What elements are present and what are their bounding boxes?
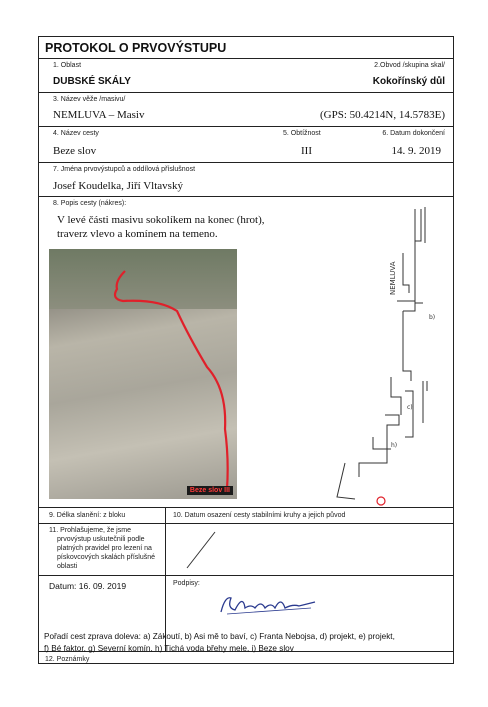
area-value: DUBSKÉ SKÁLY [53,76,131,87]
description-line-1: V levé části masivu sokolíkem na konec (hrot), [57,214,265,226]
descent-row [39,508,453,524]
climbers-value: Josef Koudelka, Jiří Vltavský [53,180,183,192]
descent-label: 9. Délka slanění: z bloku [49,512,126,519]
declaration-line-1: 11. Prohlašujeme, že jsme [49,527,131,534]
signature-image [215,586,325,620]
date-sign-label: Datum: [49,581,77,591]
date-done-label: 6. Datum dokončení [382,130,445,137]
date-done-value: 14. 9. 2019 [391,145,441,157]
declaration-divider [165,524,166,575]
area-row [39,59,453,93]
district-label: 2.Obvod /skupina skal/ [374,62,445,69]
date-sign-value: 16. 09. 2019 [78,581,127,591]
area-label: 1. Oblast [53,62,82,69]
route-value: Beze slov [53,145,97,157]
description-label: 8. Popis cesty (nákres): [53,200,127,207]
declaration-line-3: platných pravidel pro lezení na [57,545,152,552]
difficulty-value: III [301,145,312,157]
difficulty-label: 5. Obtížnost [283,130,321,137]
gps-value: (GPS: 50.4214N, 14.5783E) [320,109,445,121]
signatures-label: Podpisy: [173,580,200,587]
notes-label: 12. Poznámky [45,656,90,663]
photo-route-tag: Beze slov III [187,486,233,495]
form-title: PROTOKOL O PRVOVÝSTUPU [45,41,227,55]
district-value: Kokořínský důl [372,76,445,87]
declaration-row [39,524,453,576]
notes-line-2: f) Bé faktor, g) Severní komín, h) Tichá voda břehy mele, i) Beze slov [44,644,294,653]
route-label: 4. Název cesty [53,130,99,137]
route-row [39,127,453,163]
notes-line-1: Pořadí cest zprava doleva: a) Zákoutí, b) Asi mě to baví, c) Franta Nebojsa, d) projekt, e) projekt, [44,632,395,641]
date-sign [49,581,126,591]
notes-text [44,631,395,655]
notes-row [39,652,453,707]
route-line-overlay [49,249,237,499]
sketch-mark-b: b) [429,314,436,321]
tower-value: NEMLUVA – Masiv [53,109,145,121]
declaration-line-5: oblasti [57,563,78,570]
declaration-line-2: prvovýstup uskutečnili podle [57,536,145,543]
title-row [39,37,453,59]
description-line-2: traverz vlevo a komínem na temeno. [57,228,218,240]
protocol-form [38,36,454,664]
route-photo [49,249,237,499]
sketch-mark-h: h) [391,442,398,449]
sketch-label: NEMLUVA [389,261,397,295]
tower-row [39,93,453,127]
tower-label: 3. Název věže /masivu/ [53,96,126,103]
declaration-strike [179,528,219,572]
start-marker-icon [377,497,385,505]
bolts-label: 10. Datum osazení cesty stabilními kruhy a jejich původ [173,512,346,519]
route-sketch [287,201,451,507]
descent-divider [165,508,166,523]
declaration-line-4: pískovcových skalách příslušné [57,554,156,561]
sketch-mark-c: c) [407,404,413,411]
climbers-row [39,163,453,197]
climbers-label: 7. Jména prvovýstupců a oddílová příslušnost [53,166,196,173]
